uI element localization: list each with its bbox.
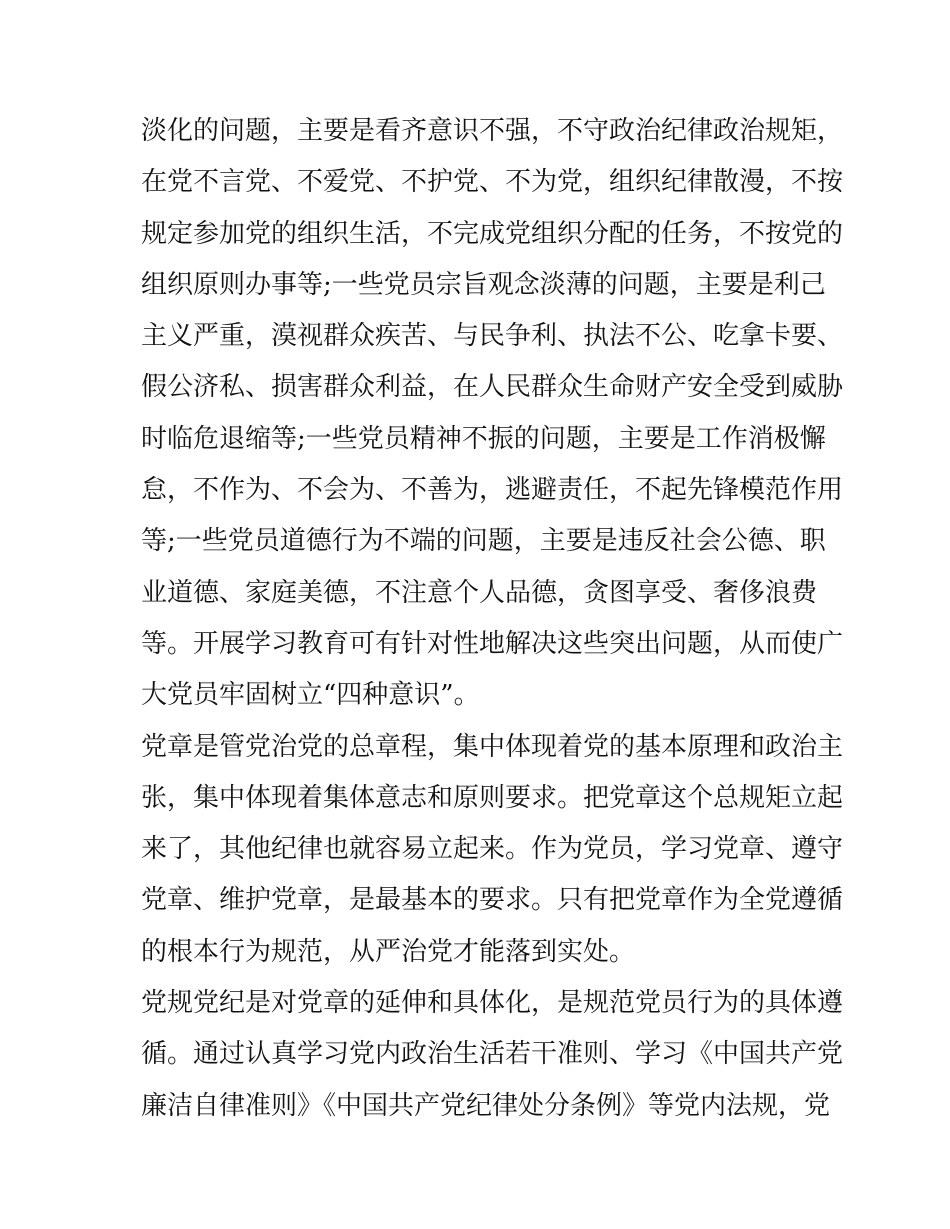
text-line: 的根本行为规范，从严治党才能落到实处。 [141, 936, 636, 967]
text-line: 大党员牢固树立“四种意识”。 [141, 680, 480, 711]
text-line: 怠，不作为、不会为、不善为，逃避责任，不起先锋模范作用 [141, 475, 844, 506]
text-line: 假公济私、损害群众利益，在人民群众生命财产安全受到威胁 [141, 372, 844, 403]
text-line: 廉洁自律准则》《中国共产党纪律处分条例》等党内法规，党 [141, 1090, 831, 1121]
text-line: 在党不言党、不爱党、不护党、不为党，组织纪律散漫，不按 [141, 167, 844, 198]
text-line: 业道德、家庭美德，不注意个人品德，贪图享受、奢侈浪费 [141, 577, 818, 608]
text-line: 党章是管党治党的总章程，集中体现着党的基本原理和政治主 [141, 731, 844, 762]
text-line: 张，集中体现着集体意志和原则要求。把党章这个总规矩立起 [141, 782, 844, 813]
text-line: 来了，其他纪律也就容易立起来。作为党员，学习党章、遵守 [141, 834, 844, 865]
text-line: 组织原则办事等;一些党员宗旨观念淡薄的问题，主要是利己 [141, 269, 826, 300]
text-line: 等;一些党员道德行为不端的问题，主要是违反社会公德、职 [141, 526, 826, 557]
text-line: 党章、维护党章，是最基本的要求。只有把党章作为全党遵循 [141, 885, 844, 916]
text-line: 淡化的问题，主要是看齐意识不强，不守政治纪律政治规矩， [141, 116, 844, 146]
text-line: 党规党纪是对党章的延伸和具体化，是规范党员行为的具体遵 [141, 988, 844, 1019]
body-text [141, 106, 844, 1132]
text-line: 等。开展学习教育可有针对性地解决这些突出问题，从而使广 [141, 628, 844, 659]
text-line: 规定参加党的组织生活，不完成党组织分配的任务，不按党的 [141, 218, 844, 249]
text-line: 时临危退缩等;一些党员精神不振的问题，主要是工作消极懈 [141, 423, 826, 454]
text-line: 循。通过认真学习党内政治生活若干准则、学习《中国共产党 [141, 1039, 844, 1070]
text-line: 主义严重，漠视群众疾苦、与民争利、执法不公、吃拿卡要、 [141, 321, 844, 352]
